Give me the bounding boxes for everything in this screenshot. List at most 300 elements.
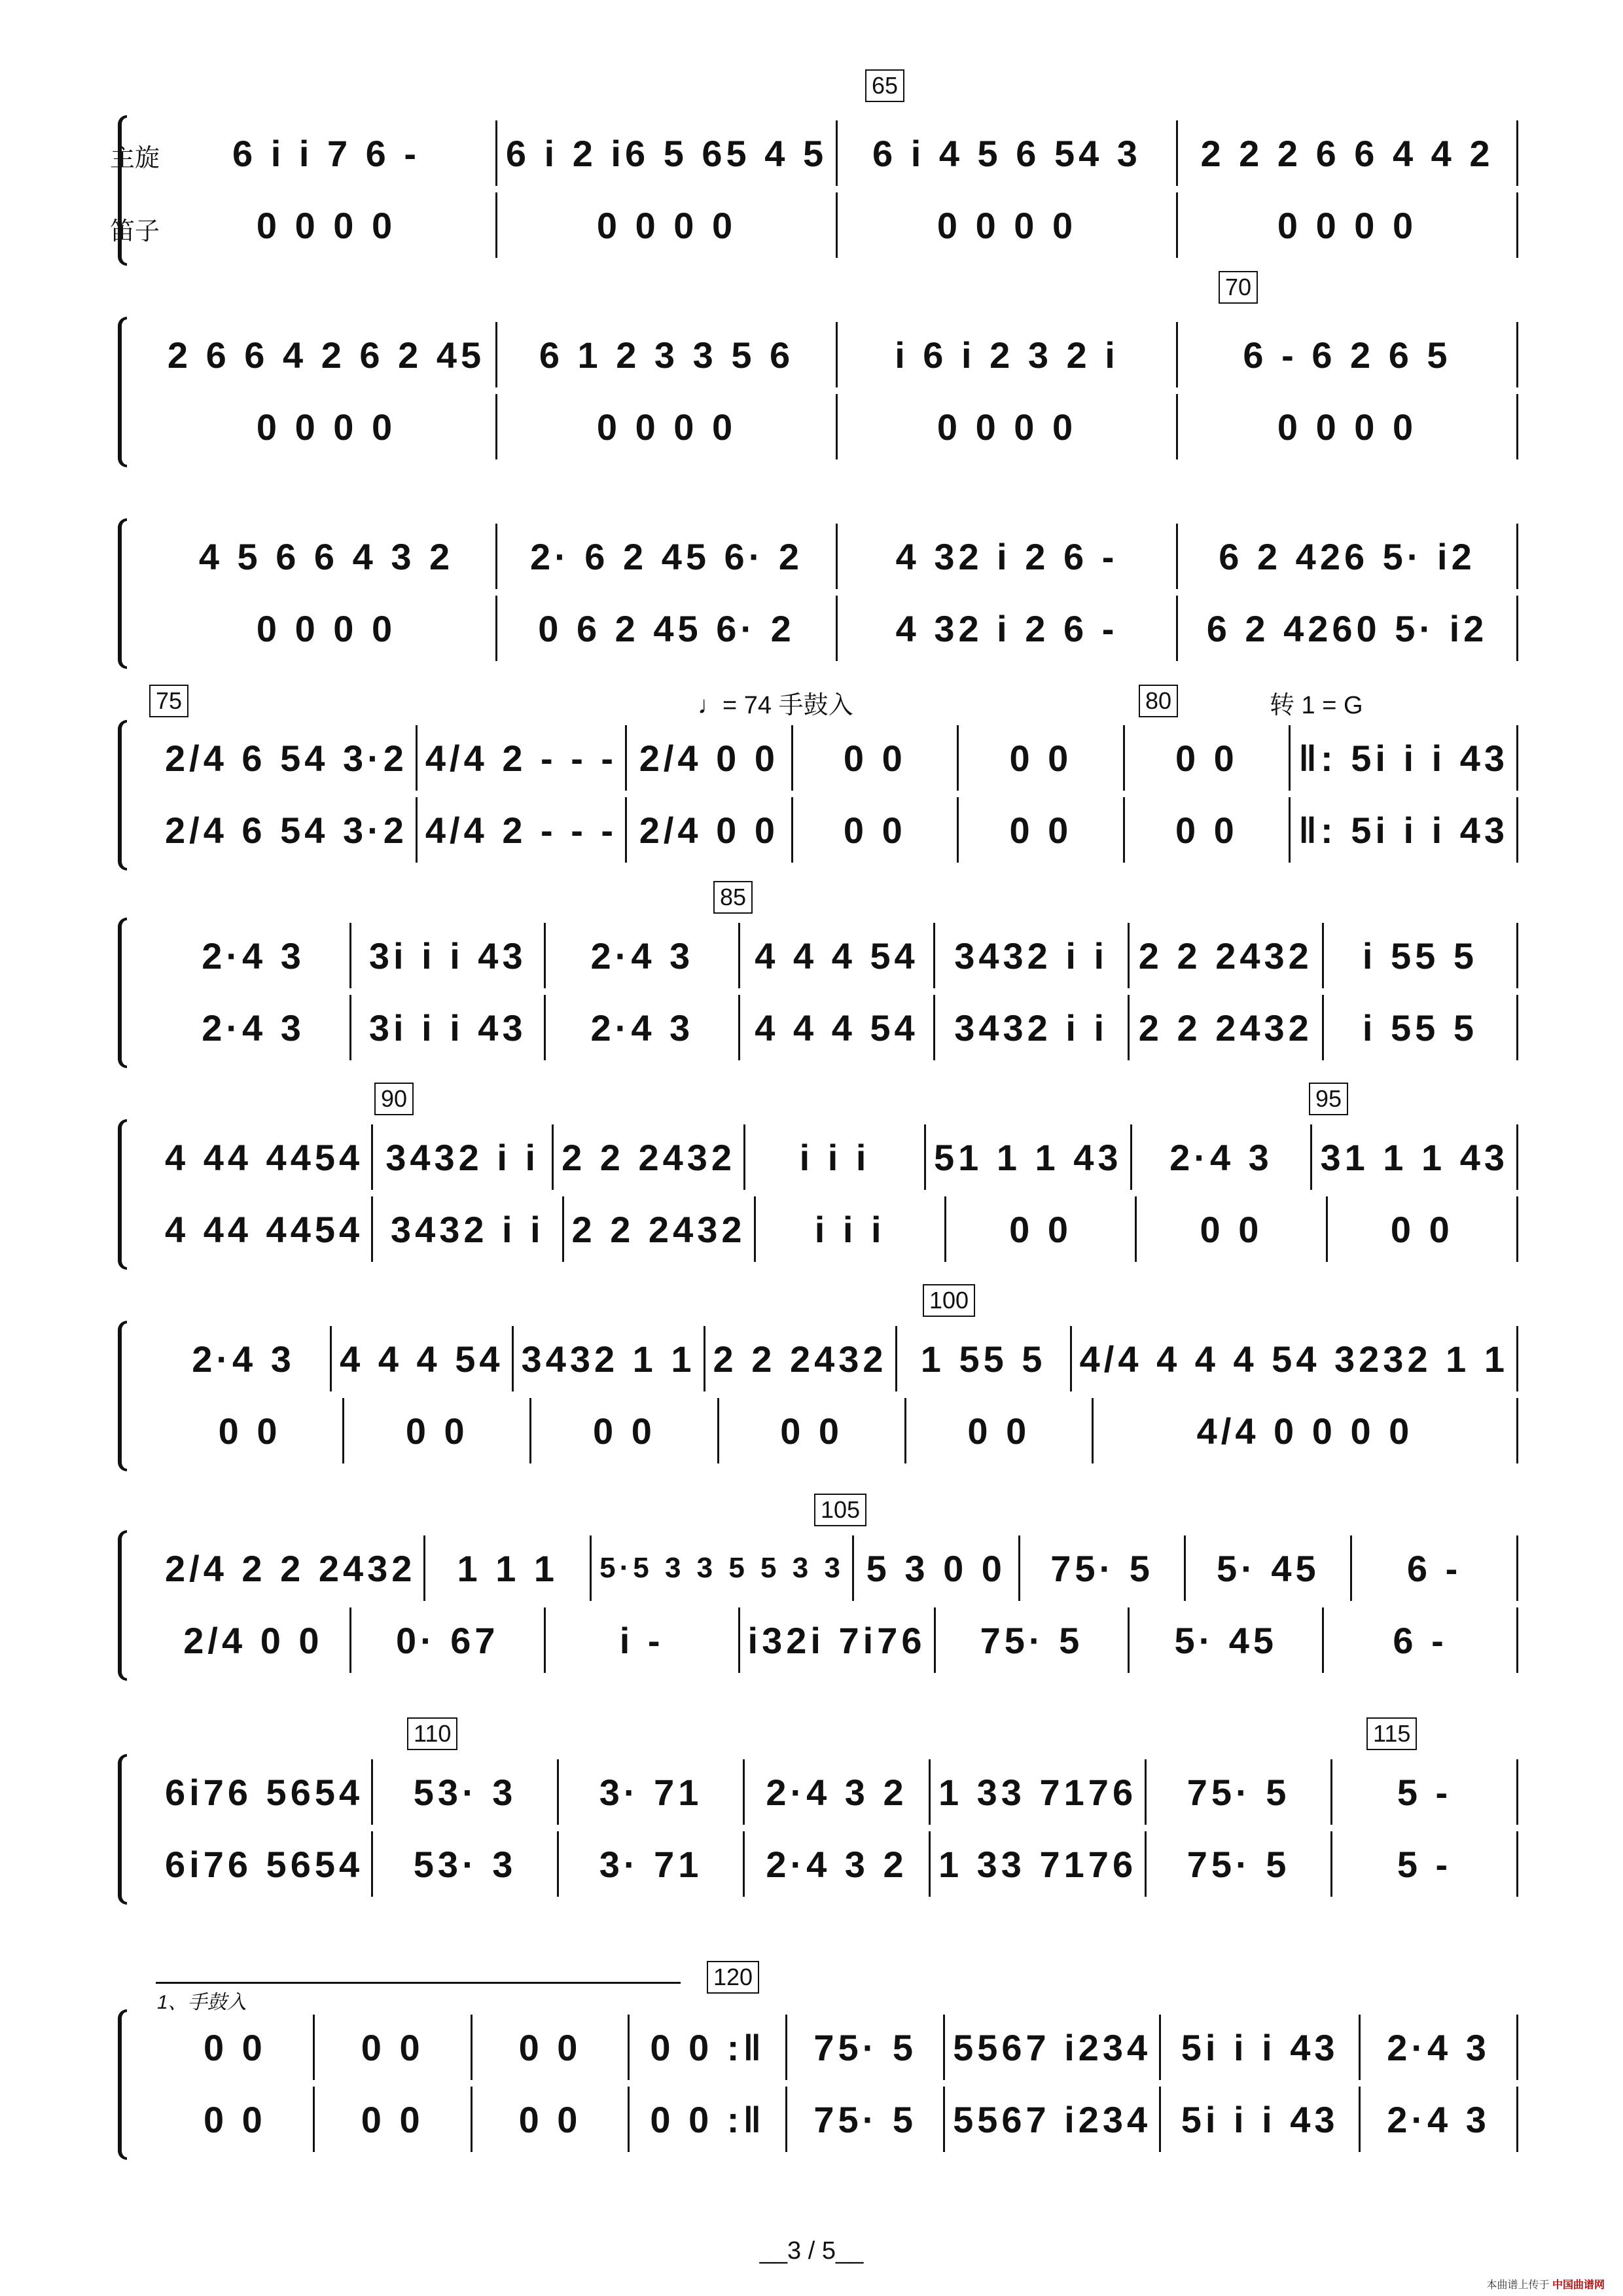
notation: i 55 5 <box>1362 935 1478 977</box>
notation: 75· 5 <box>1186 1843 1291 1885</box>
notation: 4 4 4 54 <box>755 935 919 977</box>
notation: 2·4 3 <box>590 1007 694 1049</box>
notation: 3432 i i <box>390 1208 544 1250</box>
measure <box>473 2015 630 2080</box>
notation: 2 2 2 6 6 4 4 2 <box>1200 132 1494 174</box>
measure <box>564 1196 756 1262</box>
notation: 1 1 1 <box>457 1547 559 1589</box>
measure <box>936 1607 1130 1673</box>
measure <box>373 1759 559 1825</box>
measure <box>740 995 935 1060</box>
measure <box>1324 923 1518 988</box>
flute-row <box>157 797 1518 863</box>
score-system <box>118 918 1518 1068</box>
notation: 0 0 <box>780 1410 844 1452</box>
notation: 0 0 <box>843 737 906 779</box>
main-melody-row <box>157 1535 1518 1601</box>
measure <box>157 995 351 1060</box>
score-system <box>118 1119 1518 1270</box>
measure <box>745 1124 926 1190</box>
notation: 0 0 <box>1390 1208 1454 1250</box>
measure <box>157 1196 373 1262</box>
notation: 0 0 <box>518 2098 582 2140</box>
measure <box>787 2015 945 2080</box>
notation: 0 0 0 0 <box>936 406 1077 448</box>
measure <box>1324 1607 1518 1673</box>
main-melody-row <box>157 524 1518 589</box>
measure <box>838 192 1178 258</box>
measure <box>1094 1398 1518 1463</box>
measure <box>373 1196 563 1262</box>
measure <box>945 2015 1161 2080</box>
flute-row <box>157 1196 1518 1262</box>
measure <box>157 2015 315 2080</box>
measure-number: 85 <box>713 881 753 914</box>
notation: 0 0 0 0 <box>256 204 397 246</box>
notation: 2 6 6 4 2 6 2 45 <box>167 334 486 376</box>
notation: 2 2 2432 <box>571 1208 746 1250</box>
measure <box>559 1759 745 1825</box>
measure <box>157 596 497 661</box>
measure <box>1361 2015 1518 2080</box>
flute-row <box>157 1398 1518 1463</box>
measure <box>425 1535 592 1601</box>
measure <box>1178 192 1518 258</box>
notation: 2·4 3 <box>1387 2026 1490 2068</box>
notation: 6 i 2 i6 5 65 4 5 <box>505 132 828 174</box>
measure <box>838 596 1178 661</box>
site-credit <box>1487 2276 1605 2291</box>
notation: 0 0 0 0 <box>1277 204 1418 246</box>
notation: 0 0 <box>1200 1208 1263 1250</box>
measure-number: 120 <box>707 1961 759 1994</box>
measure <box>546 995 740 1060</box>
notation: i32i 7i76 <box>747 1619 926 1661</box>
measure <box>497 192 838 258</box>
notation: 4/4 2 - - - <box>425 737 618 779</box>
notation: 2·4 3 2 <box>766 1771 908 1813</box>
measure <box>756 1196 946 1262</box>
measure <box>1178 394 1518 459</box>
notation: 0 0 0 0 <box>256 607 397 649</box>
notation: 4 5 6 6 4 3 2 <box>198 535 454 577</box>
system-bracket <box>118 1754 127 1905</box>
system-bracket <box>118 115 127 266</box>
measure <box>630 2087 787 2152</box>
notation: 4 44 4454 <box>165 1136 364 1178</box>
page-number: __3 / 5__ <box>759 2237 864 2265</box>
measure-number: 105 <box>814 1494 866 1526</box>
measure <box>418 797 627 863</box>
measure <box>838 120 1178 186</box>
notation: 6 1 2 3 3 5 6 <box>539 334 794 376</box>
measure <box>373 1124 554 1190</box>
notation: 5i i i 43 <box>1181 2098 1339 2140</box>
measure <box>554 1124 745 1190</box>
measure <box>157 1759 373 1825</box>
measure <box>351 923 546 988</box>
measure <box>157 2087 315 2152</box>
measure <box>627 797 793 863</box>
measure <box>157 1535 425 1601</box>
notation: 0 0 <box>203 2098 266 2140</box>
notation: 4/4 4 4 4 54 3232 1 1 <box>1079 1338 1509 1380</box>
measure-number: 90 <box>374 1083 414 1115</box>
measure <box>418 725 627 791</box>
notation: 1 33 7176 <box>938 1843 1137 1885</box>
notation: 5567 i234 <box>953 2098 1152 2140</box>
notation: 0 0 <box>1009 737 1073 779</box>
measure <box>1125 725 1291 791</box>
notation: 0 0 <box>1175 809 1238 851</box>
flute-row <box>157 2087 1518 2152</box>
notation: 51 1 1 43 <box>933 1136 1122 1178</box>
notation: 3432 i i <box>954 935 1109 977</box>
measure <box>157 322 497 387</box>
measure <box>473 2087 630 2152</box>
notation: 2/4 2 2 2432 <box>165 1547 416 1589</box>
notation: 75· 5 <box>1050 1547 1154 1589</box>
measure <box>157 1326 332 1391</box>
measure <box>332 1326 513 1391</box>
measure <box>546 923 740 988</box>
notation: 4/4 2 - - - <box>425 809 618 851</box>
measure <box>946 1196 1137 1262</box>
measure <box>592 1535 854 1601</box>
measure <box>838 524 1178 589</box>
notation: 0 0 <box>218 1410 281 1452</box>
flute-row <box>157 394 1518 459</box>
notation: 3432 1 1 <box>521 1338 696 1380</box>
system-bracket <box>118 1119 127 1270</box>
notation: 5i i i 43 <box>1181 2026 1339 2068</box>
notation: 4 32 i 2 6 - <box>895 607 1118 649</box>
notation: 4/4 0 0 0 0 <box>1196 1410 1414 1452</box>
measure-number: 115 <box>1366 1717 1417 1750</box>
measure-number: 65 <box>865 69 904 102</box>
notation: 0 0 <box>1009 1208 1072 1250</box>
tempo-marking: ♩= 74 手鼓入 <box>698 692 853 719</box>
measure <box>157 1607 351 1673</box>
measure <box>630 2015 787 2080</box>
score-system <box>118 1754 1518 1905</box>
notation: 0 0 :‖ <box>650 2026 766 2068</box>
measure <box>157 1398 344 1463</box>
notation: 0 0 0 0 <box>936 204 1077 246</box>
measure <box>559 1831 745 1897</box>
notation: 3i i i 43 <box>368 1007 527 1049</box>
measure <box>945 2087 1161 2152</box>
measure <box>838 322 1178 387</box>
measure <box>1178 524 1518 589</box>
measure <box>1291 725 1518 791</box>
notation: i - <box>619 1619 664 1661</box>
notation: 75· 5 <box>813 2098 917 2140</box>
measure <box>793 725 959 791</box>
notation: 2·4 3 <box>202 1007 305 1049</box>
measure <box>531 1398 719 1463</box>
measure <box>1132 1124 1313 1190</box>
main-melody-row <box>157 322 1518 387</box>
measure <box>315 2087 473 2152</box>
measure <box>745 1831 931 1897</box>
system-bracket <box>118 1530 127 1681</box>
measure <box>793 797 959 863</box>
part-label-main: 主旋 <box>110 143 160 172</box>
notation: i 6 i 2 3 2 i <box>895 334 1119 376</box>
notation: 2/4 0 0 <box>639 809 779 851</box>
measure <box>906 1398 1094 1463</box>
measure <box>344 1398 531 1463</box>
notation: 75· 5 <box>1186 1771 1291 1813</box>
notation: 0 0 <box>1009 809 1073 851</box>
notation: 53· 3 <box>413 1771 517 1813</box>
notation: 5 3 0 0 <box>866 1547 1006 1589</box>
measure <box>157 1124 373 1190</box>
measure <box>497 120 838 186</box>
flute-row <box>157 1831 1518 1897</box>
notation: 6 - <box>1406 1547 1462 1589</box>
measure <box>1178 596 1518 661</box>
notation: 75· 5 <box>980 1619 1084 1661</box>
measure <box>1186 1535 1352 1601</box>
notation: 0 0 <box>843 809 906 851</box>
measure <box>546 1607 740 1673</box>
notation: 6 - 6 2 6 5 <box>1243 334 1452 376</box>
measure <box>740 923 935 988</box>
notation: 2 2 2432 <box>1138 1007 1313 1049</box>
flute-row <box>157 596 1518 661</box>
notation: 2 2 2432 <box>1138 935 1313 977</box>
measure <box>719 1398 906 1463</box>
measure <box>854 1535 1020 1601</box>
measure <box>935 923 1130 988</box>
measure <box>1072 1326 1518 1391</box>
notation: 5 - <box>1397 1771 1452 1813</box>
main-melody-row <box>157 1124 1518 1190</box>
measure <box>1130 1607 1324 1673</box>
measure <box>373 1831 559 1897</box>
notation: i i i <box>799 1136 870 1178</box>
key-change: 转 1 = G <box>1270 692 1363 719</box>
notation: 6 2 426 5· i2 <box>1219 535 1476 577</box>
main-melody-row <box>157 2015 1518 2080</box>
notation: 3432 i i <box>954 1007 1109 1049</box>
notation: 0 0 <box>405 1410 469 1452</box>
notation: 53· 3 <box>413 1843 517 1885</box>
notation: ‖: 5i i i 43 <box>1298 737 1508 779</box>
notation: 0 0 :‖ <box>650 2098 766 2140</box>
score-system <box>118 720 1518 870</box>
coda-text: 1、手鼓入 <box>157 1992 247 2013</box>
measure <box>351 995 546 1060</box>
notation: 2·4 3 <box>1169 1136 1273 1178</box>
notation: 75· 5 <box>813 2026 917 2068</box>
notation: 0· 67 <box>395 1619 499 1661</box>
measure <box>1147 1759 1332 1825</box>
notation: i 55 5 <box>1362 1007 1478 1049</box>
notation: 3i i i 43 <box>368 935 527 977</box>
measure <box>157 1831 373 1897</box>
measure <box>1361 2087 1518 2152</box>
measure <box>1178 322 1518 387</box>
measure <box>1125 797 1291 863</box>
notation: 4 32 i 2 6 - <box>895 535 1118 577</box>
measure <box>740 1607 936 1673</box>
measure-number: 95 <box>1309 1083 1348 1115</box>
notation: 3432 i i <box>385 1136 539 1178</box>
measure <box>1130 923 1324 988</box>
measure <box>1130 995 1324 1060</box>
measure <box>931 1759 1147 1825</box>
notation: 0 0 <box>361 2098 424 2140</box>
measure <box>1161 2015 1361 2080</box>
measure-number: 70 <box>1219 271 1258 304</box>
notation: 6 i 4 5 6 54 3 <box>872 132 1141 174</box>
notation: 2/4 0 0 <box>183 1619 323 1661</box>
credit-prefix: 本曲谱上传于 <box>1486 2280 1550 2291</box>
notation: 6i76 5654 <box>165 1843 364 1885</box>
notation: 2 2 2432 <box>713 1338 887 1380</box>
measure <box>497 322 838 387</box>
notation: 1 33 7176 <box>938 1771 1137 1813</box>
notation: 5· 45 <box>1217 1547 1320 1589</box>
measure <box>497 394 838 459</box>
system-bracket <box>118 1321 127 1471</box>
measure-number: 80 <box>1139 685 1178 717</box>
notation: 3· 71 <box>599 1771 703 1813</box>
measure <box>931 1831 1147 1897</box>
measure <box>959 725 1125 791</box>
system-bracket <box>118 918 127 1068</box>
measure <box>157 725 418 791</box>
measure <box>1020 1535 1186 1601</box>
measure <box>1324 995 1518 1060</box>
main-melody-row <box>157 120 1518 186</box>
measure <box>157 394 497 459</box>
notation: 5 - <box>1397 1843 1452 1885</box>
measure <box>157 192 497 258</box>
notation: 0 0 <box>1175 737 1238 779</box>
measure <box>157 120 497 186</box>
score-system <box>118 115 1518 266</box>
measure <box>627 725 793 791</box>
measure <box>1352 1535 1518 1601</box>
score-system <box>118 317 1518 467</box>
notation: 5·5 3 3 5 5 3 3 <box>599 1552 844 1584</box>
measure <box>959 797 1125 863</box>
measure-number: 75 <box>149 685 188 717</box>
measure <box>787 2087 945 2152</box>
flute-row <box>157 1607 1518 1673</box>
notation: 0 0 0 0 <box>1277 406 1418 448</box>
measure <box>745 1759 931 1825</box>
credit-site: 中国曲谱网 <box>1552 2280 1605 2291</box>
notation: 5· 45 <box>1174 1619 1278 1661</box>
measure <box>157 797 418 863</box>
notation: 2·4 3 <box>590 935 694 977</box>
notation: 4 4 4 54 <box>755 1007 919 1049</box>
flute-row <box>157 995 1518 1060</box>
notation: 2/4 6 54 3·2 <box>165 809 408 851</box>
notation: 1 55 5 <box>920 1338 1046 1380</box>
measure <box>315 2015 473 2080</box>
notation: 0 0 <box>361 2026 424 2068</box>
notation: 4 4 4 54 <box>340 1338 504 1380</box>
main-melody-row <box>157 1759 1518 1825</box>
measure <box>1161 2087 1361 2152</box>
notation: 2/4 0 0 <box>639 737 779 779</box>
measure-number: 100 <box>923 1284 975 1317</box>
measure <box>838 394 1178 459</box>
part-label-flute: 笛子 <box>110 217 160 245</box>
system-bracket <box>118 317 127 467</box>
measure <box>1328 1196 1518 1262</box>
page-number-text: 3 / 5 <box>787 2237 836 2265</box>
flute-row <box>157 192 1518 258</box>
measure <box>1332 1759 1518 1825</box>
measure-number: 110 <box>407 1717 457 1750</box>
notation: 2·4 3 <box>1387 2098 1490 2140</box>
notation: ‖: 5i i i 43 <box>1298 809 1508 851</box>
notation: 6 i i 7 6 - <box>232 132 420 174</box>
measure <box>1137 1196 1327 1262</box>
measure <box>497 524 838 589</box>
measure <box>926 1124 1132 1190</box>
notation: 6i76 5654 <box>165 1771 364 1813</box>
notation: 2 2 2432 <box>562 1136 736 1178</box>
notation: 0 0 <box>593 1410 656 1452</box>
notation: 2·4 3 <box>192 1338 295 1380</box>
measure <box>157 923 351 988</box>
notation: 5567 i234 <box>953 2026 1152 2068</box>
main-melody-row <box>157 725 1518 791</box>
score-system <box>118 1530 1518 1681</box>
measure <box>1332 1831 1518 1897</box>
system-bracket <box>118 720 127 870</box>
notation: 6 - <box>1393 1619 1448 1661</box>
notation: 2· 6 2 45 6· 2 <box>529 535 804 577</box>
notation: 3· 71 <box>599 1843 703 1885</box>
system-bracket <box>118 2009 127 2160</box>
measure <box>897 1326 1072 1391</box>
main-melody-row <box>157 923 1518 988</box>
measure <box>705 1326 897 1391</box>
measure <box>351 1607 546 1673</box>
measure <box>157 524 497 589</box>
notation: 31 1 1 43 <box>1320 1136 1508 1178</box>
measure <box>1147 1831 1332 1897</box>
notation: 2·4 3 2 <box>766 1843 908 1885</box>
score-system <box>118 2009 1518 2160</box>
notation: 0 0 0 0 <box>596 204 737 246</box>
notation: 0 0 <box>967 1410 1031 1452</box>
notation: 0 0 <box>518 2026 582 2068</box>
notation: 2/4 6 54 3·2 <box>165 737 408 779</box>
notation: 0 0 <box>203 2026 266 2068</box>
score-system <box>118 1321 1518 1471</box>
measure <box>1312 1124 1518 1190</box>
notation: 0 0 0 0 <box>256 406 397 448</box>
notation: 6 2 4260 5· i2 <box>1206 607 1488 649</box>
notation: 0 0 0 0 <box>596 406 737 448</box>
coda-bracket-line <box>156 1982 681 1984</box>
score-system <box>118 518 1518 669</box>
measure <box>497 596 838 661</box>
measure <box>1178 120 1518 186</box>
notation: 4 44 4454 <box>165 1208 364 1250</box>
main-melody-row <box>157 1326 1518 1391</box>
